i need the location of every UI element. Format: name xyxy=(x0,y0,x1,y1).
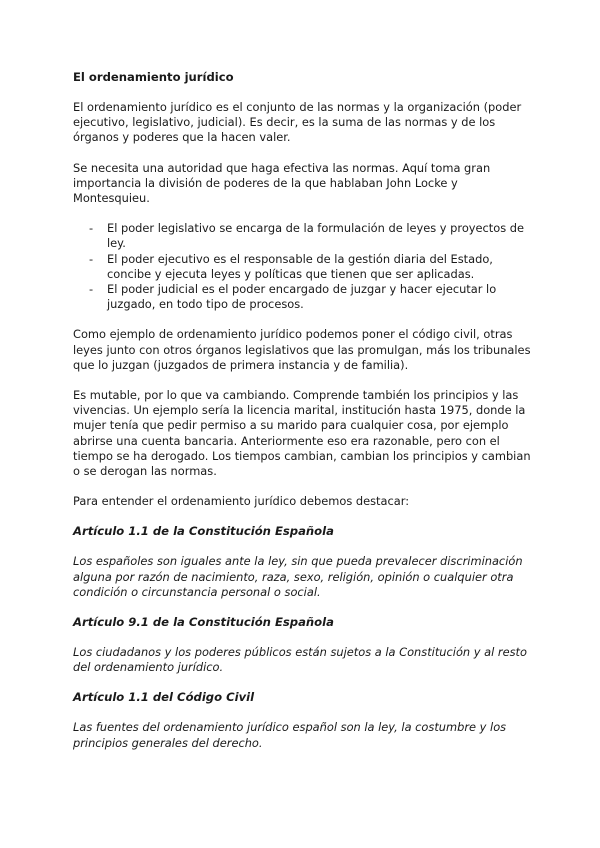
article-text: Los ciudadanos y los poderes públicos están sujetos a la Constitución y al resto del ordenamiento jurídico. xyxy=(73,645,527,675)
list-item xyxy=(73,282,531,312)
article-heading: Artículo 9.1 de la Constitución Española xyxy=(73,615,334,630)
list-item xyxy=(73,221,531,251)
article-text: Las fuentes del ordenamiento jurídico español son la ley, la costumbre y los principios generales del derecho. xyxy=(73,720,507,750)
paragraph-mutable: Es mutable, por lo que va cambiando. Comprende también los principios y las vivencias. Un ejemplo sería la licencia marital, institución hasta 1975, donde la mujer tenía que pedir permiso a su marido para cualquier cosa, por ejemplo abrirse una cuenta bancaria. Anteriormente eso era razonable, pero con el tiempo se ha derogado. Los tiempos cambian, cambian los principios y cambian o se derogan las normas. xyxy=(73,388,531,479)
list-bullet: - xyxy=(89,221,94,236)
article-text: Los españoles son iguales ante la ley, sin que pueda prevalecer discriminación alguna por razón de nacimiento, raza, sexo, religión, opinión o cualquier otra condición o circunstancia personal o social. xyxy=(73,554,523,599)
document-page xyxy=(73,70,531,766)
paragraph-highlight-intro: Para entender el ordenamiento jurídico debemos destacar: xyxy=(73,494,410,509)
list-bullet: - xyxy=(89,282,94,297)
list-item-text: El poder ejecutivo es el responsable de la gestión diaria del Estado, concibe y ejecuta leyes y políticas que tienen que ser aplicadas. xyxy=(107,251,493,281)
document-title: El ordenamiento jurídico xyxy=(73,70,234,84)
list-item-text: El poder judicial es el poder encargado de juzgar y hacer ejecutar lo juzgado, en todo tipo de procesos. xyxy=(107,282,497,312)
list-item-text: El poder legislativo se encarga de la formulación de leyes y proyectos de ley. xyxy=(107,221,525,251)
article-heading: Artículo 1.1 del Código Civil xyxy=(73,690,255,705)
paragraph-authority: Se necesita una autoridad que haga efectiva las normas. Aquí toma gran importancia la división de poderes de la que hablaban John Locke y Montesquieu. xyxy=(73,160,491,206)
paragraph-definition: El ordenamiento jurídico es el conjunto de las normas y la organización (poder ejecutivo, legislativo, judicial). Es decir, es la suma de las normas y de los órganos y poderes que la hacen valer. xyxy=(73,100,522,145)
powers-list xyxy=(73,221,531,312)
list-item xyxy=(73,252,531,282)
list-bullet: - xyxy=(89,251,94,266)
paragraph-example: Como ejemplo de ordenamiento jurídico podemos poner el código civil, otras leyes junto con otros órganos legislativos que las promulgan, más los tribunales que lo juzgan (juzgados de primera instancia y de familia). xyxy=(73,327,531,372)
article-heading: Artículo 1.1 de la Constitución Española xyxy=(73,524,334,539)
